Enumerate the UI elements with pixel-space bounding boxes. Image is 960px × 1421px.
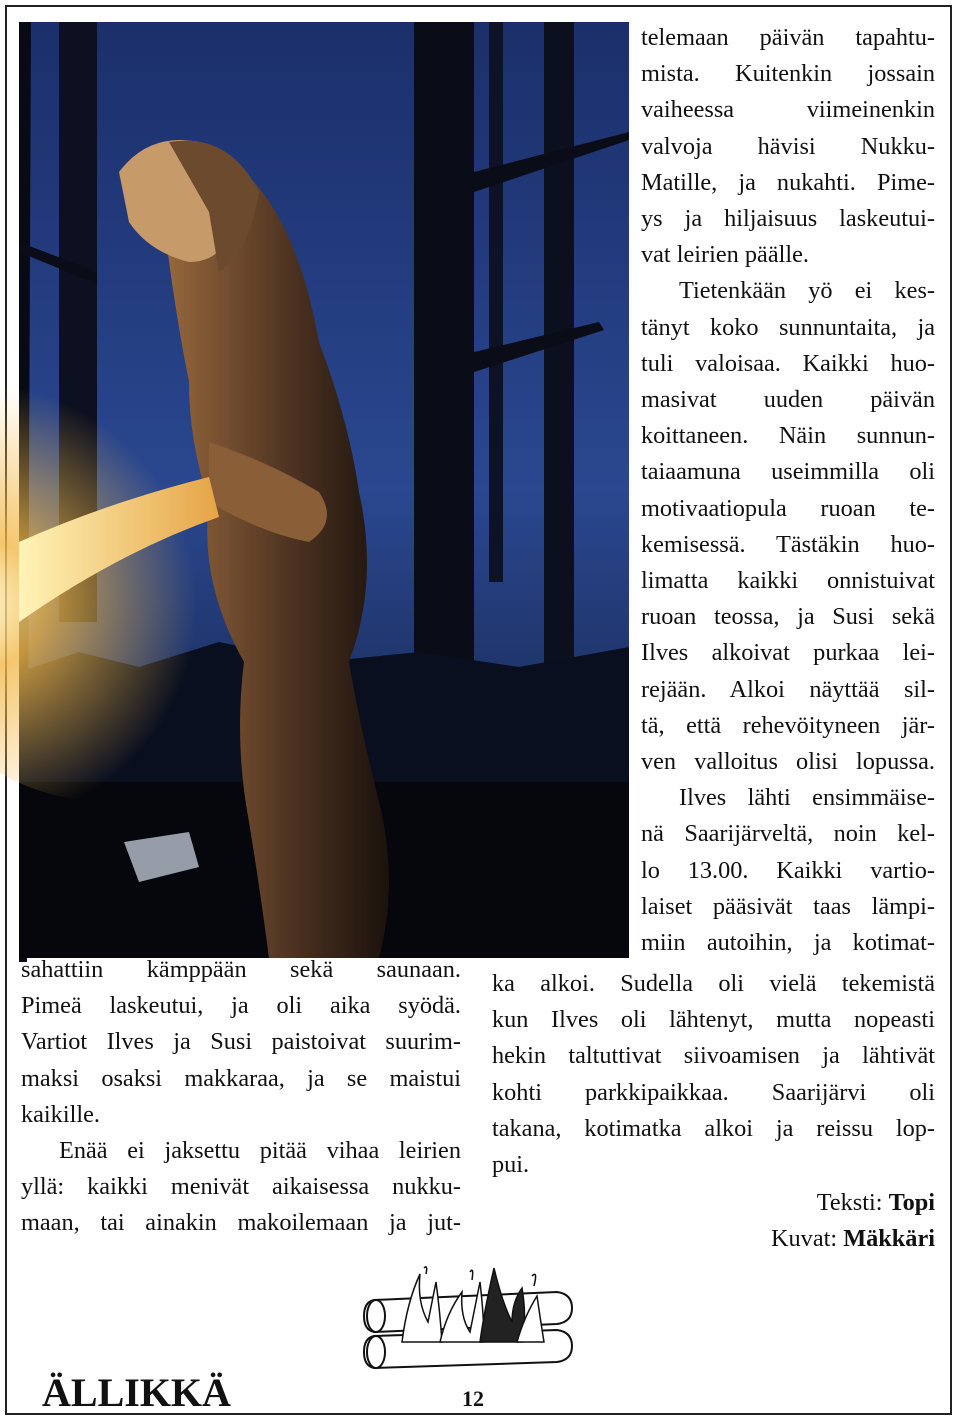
text-line: tänyt koko sunnuntaita, ja (641, 313, 935, 341)
text-line: ys ja hiljaisuus laskeutui- (641, 205, 935, 233)
text-line: ruoan teossa, ja Susi sekä (641, 603, 935, 631)
text-line: kun Ilves oli lähtenyt, mutta nopeasti (492, 1006, 935, 1034)
text-line: Matille, ja nukahti. Pime- (641, 168, 935, 196)
bottom-right-column (492, 966, 935, 1183)
text-line: Enää ei jaksettu pitää vihaa leirien (59, 1137, 461, 1165)
text-line: telemaan päivän tapahtu- (641, 24, 935, 51)
left-column (21, 952, 461, 1242)
page-number: 12 (462, 1386, 484, 1411)
campfire-photo (19, 22, 629, 958)
allikka-logo-icon (42, 1368, 231, 1415)
text-line: maan, tai ainakin makoilemaan ja jut- (21, 1209, 461, 1237)
allikka-logo-text: ÄLLIKKÄ (42, 1370, 231, 1415)
text-line: kemisessä. Tästäkin huo- (641, 530, 935, 558)
campfire-photo-illustration (19, 22, 629, 958)
campfire-logs-logo (362, 1262, 577, 1377)
text-line: valvoja hävisi Nukku- (641, 132, 935, 160)
text-line: taiaamuna useimmilla oli (641, 458, 935, 486)
text-line: ven valloitus olisi lopussa. (641, 748, 935, 776)
text-line: vat leirien päälle. (641, 241, 809, 269)
allikka-logo (42, 1368, 231, 1415)
text-line: ka alkoi. Sudella oli vielä tekemistä (492, 970, 935, 997)
text-line: maksi osaksi makkaraa, ja se maistui (21, 1064, 461, 1092)
text-line: nä Saarijärveltä, noin kel- (641, 820, 935, 848)
text-credit (640, 1185, 935, 1221)
article-credits (640, 1185, 935, 1257)
text-line: Vartiot Ilves ja Susi paistoivat suurim- (21, 1028, 461, 1056)
paragraph-departure-continued (492, 966, 935, 1183)
text-line: hekin taltuttivat siivoamisen ja lähtivät (492, 1042, 935, 1070)
campfire-logs-icon (362, 1262, 577, 1372)
text-line: Ilves lähti ensimmäise- (679, 784, 935, 812)
text-line: tuli valoisaa. Kaikki huo- (641, 349, 935, 377)
text-line: limatta kaikki onnistuivat (641, 567, 935, 595)
paragraph-night (21, 1133, 461, 1242)
text-line: pui. (492, 1151, 530, 1179)
text-line: koittaneen. Näin sunnun- (641, 422, 935, 450)
text-line: vaiheessa viimeinenkin (641, 96, 935, 124)
text-line: rejään. Alkoi näyttää sil- (641, 675, 935, 703)
text-line: motivaatiopula ruoan te- (641, 494, 935, 522)
photo-credit-author: Mäkkäri (843, 1225, 935, 1252)
text-line: mista. Kuitenkin jossain (641, 60, 935, 88)
right-column (641, 20, 935, 961)
text-line: kaikille. (21, 1100, 100, 1128)
text-line: takana, kotimatka alkoi ja reissu lop- (492, 1114, 935, 1142)
text-line: kohti parkkipaikkaa. Saarijärvi oli (492, 1078, 935, 1106)
text-line: masivat uuden päivän (641, 386, 935, 414)
text-line: Tietenkään yö ei kes- (679, 277, 935, 305)
paragraph-departure (641, 780, 935, 961)
photo-credit (640, 1221, 935, 1257)
text-line: Ilves alkoivat purkaa lei- (641, 639, 935, 667)
text-line: laiset pääsivät taas lämpi- (641, 892, 935, 920)
text-credit-label: Teksti: (816, 1189, 883, 1216)
paragraph-sauna (21, 952, 461, 1133)
photo-credit-label: Kuvat: (770, 1225, 838, 1252)
text-line: miin autoihin, ja kotimat- (641, 929, 935, 957)
paragraph-continuation (641, 20, 935, 273)
text-line: lo 13.00. Kaikki vartio- (641, 856, 935, 884)
text-line: tä, että rehevöityneen jär- (641, 711, 935, 739)
text-line: sahattiin kämppään sekä saunaan. (21, 956, 461, 983)
text-line: yllä: kaikki menivät aikaisessa nukku- (21, 1173, 461, 1201)
text-credit-author: Topi (888, 1189, 935, 1216)
text-line: Pimeä laskeutui, ja oli aika syödä. (21, 992, 461, 1020)
paragraph-sunday (641, 273, 935, 780)
